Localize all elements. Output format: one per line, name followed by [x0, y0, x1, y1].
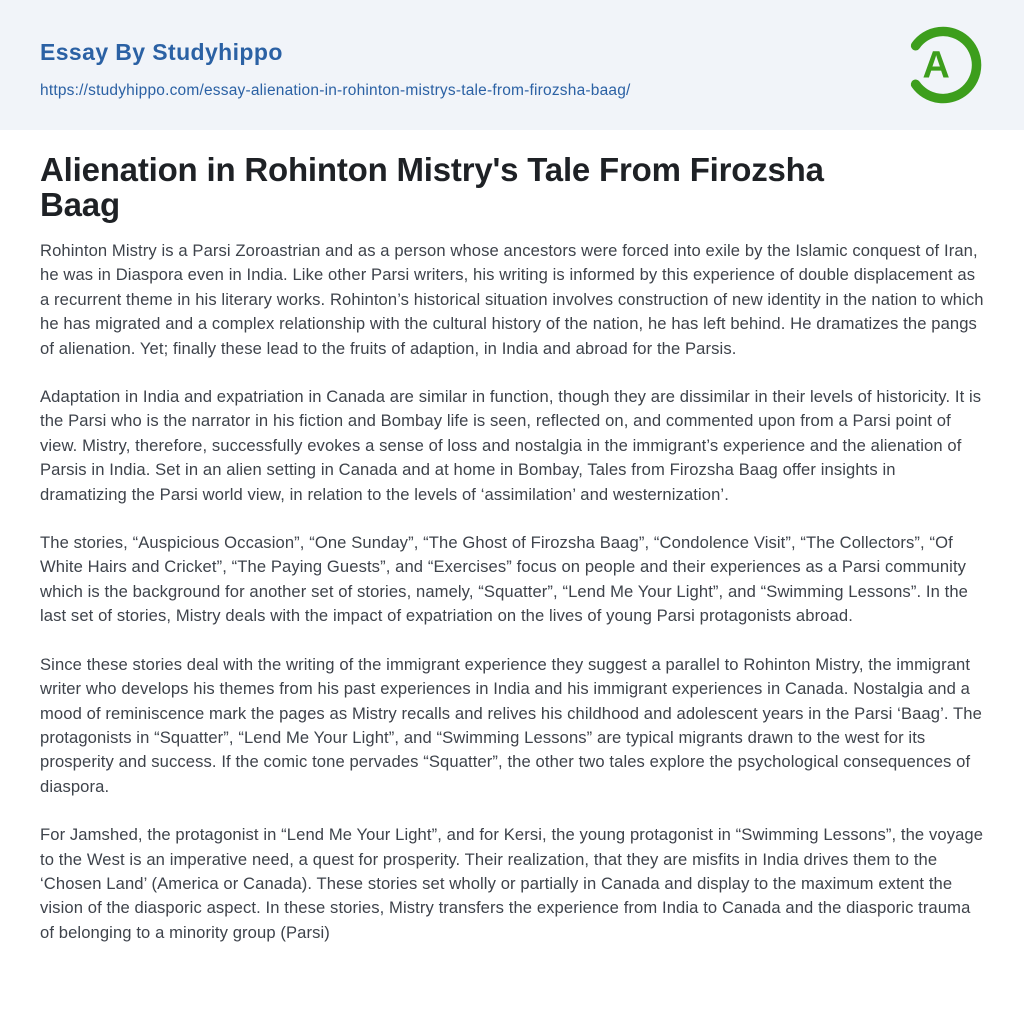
article-paragraph: The stories, “Auspicious Occasion”, “One Sunday”, “The Ghost of Firozsha Baag”, “Condolence Visit”, “The Collectors”, “Of White Hairs and Cricket”, “The Paying Guests”, and “Exercises” focus on people and their experiences as a Parsi community which is the background for another set of stories, namely, “Squatter”, “Lend Me Your Light”, and “Swimming Lessons”. In the last set of stories, Mistry deals with the impact of expatriation on the lives of young Parsi protagonists abroad.	[40, 533, 968, 626]
article-title: Alienation in Rohinton Mistry's Tale From Firozsha Baag	[40, 151, 824, 223]
logo-letter: A	[922, 44, 950, 87]
page-url-link[interactable]: https://studyhippo.com/essay-alienation-in-rohinton-mistrys-tale-from-firozsha-baag/	[40, 81, 631, 99]
header-text-block	[40, 31, 631, 100]
article-paragraph: Adaptation in India and expatriation in Canada are similar in function, though they are dissimilar in their levels of historicity. It is the Parsi who is the narrator in his fiction and Bombay life is seen, reflected on, and commented upon from a Parsi point of view. Mistry, therefore, successfully evokes a sense of loss and nostalgia in the immigrant’s experience and the alienation of Parsis in India. Set in an alien setting in Canada and at home in Bombay, Tales from Firozsha Baag offer insights in dramatizing the Parsi world view, in relation to the levels of ‘assimilation’ and westernization’.	[40, 387, 982, 504]
site-title: Essay By Studyhippo	[40, 38, 283, 65]
page-header	[0, 0, 1024, 130]
article-paragraph: For Jamshed, the protagonist in “Lend Me Your Light”, and for Kersi, the young protagonist in “Swimming Lessons”, the voyage to the West is an imperative need, a quest for prosperity. Their realization, that they are misfits in India drives them to the ‘Chosen Land’ (America or Canada). These stories set wholly or partially in Canada and display to the maximum extent the vision of the diasporic aspect. In these stories, Mistry transfers the experience from India to Canada and the diasporic trauma of belonging to a minority group (Parsi)	[40, 825, 984, 942]
studyhippo-logo-icon	[900, 20, 986, 110]
article-paragraph: Since these stories deal with the writing of the immigrant experience they suggest a parallel to Rohinton Mistry, the immigrant writer who develops his themes from his past experiences in India and his immigrant experiences in Canada. Nostalgia and a mood of reminiscence mark the pages as Mistry recalls and relives his childhood and adolescent years in the Parsi ‘Baag’. The protagonists in “Squatter”, “Lend Me Your Light”, and “Swimming Lessons” are typical migrants drawn to the west for its prosperity and success. If the comic tone pervades “Squatter”, the other two tales explore the psychological consequences of diaspora.	[40, 654, 982, 796]
article-paragraph: Rohinton Mistry is a Parsi Zoroastrian and as a person whose ancestors were forced into exile by the Islamic conquest of Iran, he was in Diaspora even in India. Like other Parsi writers, his writing is informed by this experience of double displacement as a recurrent theme in his literary works. Rohinton’s historical situation involves construction of new identity in the nation to which he has migrated and a complex relationship with the cultural history of the nation, he has left behind. He dramatizes the pangs of alienation. Yet; finally these lead to the fruits of adaption, in India and abroad for the Parsis.	[40, 241, 984, 358]
article-body	[40, 239, 984, 945]
article	[0, 130, 1024, 945]
